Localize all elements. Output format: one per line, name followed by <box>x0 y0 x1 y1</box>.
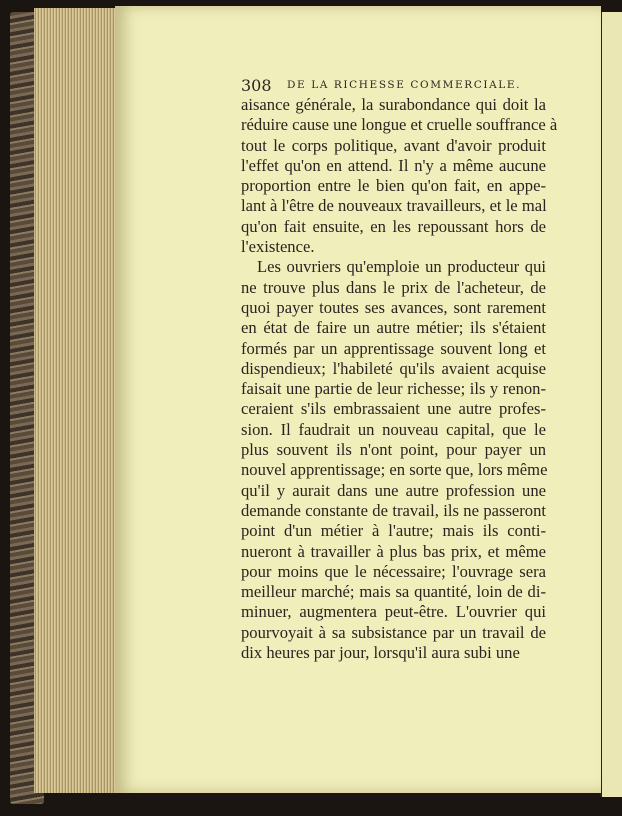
text-line: réduire cause une longue et cruelle souffrance à <box>241 115 558 135</box>
text-line: minuer, augmentera peut-être. L'ouvrier qui <box>241 602 546 622</box>
text-line: dix heures par jour, lorsqu'il aura subi une <box>241 643 520 663</box>
text-line: plus souvent ils n'ont point, pour payer un <box>241 440 546 460</box>
page-number: 308 <box>241 76 272 95</box>
text-line: nueront à travailler à plus bas prix, et même <box>241 541 546 561</box>
facing-page-edge <box>600 12 622 797</box>
text-line: ne trouve plus dans le prix de l'acheteur, de <box>241 277 546 297</box>
text-line: pourvoyait à sa subsistance par un travail de <box>241 622 546 642</box>
text-line: aisance générale, la surabondance qui doit la <box>241 95 546 114</box>
page-edges <box>34 8 118 793</box>
text-line: meilleur marché; mais sa quantité, loin de di- <box>241 582 546 602</box>
text-line: l'effet qu'on en attend. Il n'y a même aucune <box>241 155 546 175</box>
text-line: quoi payer toutes ses avances, sont rarement <box>241 297 546 317</box>
page-header <box>241 76 546 96</box>
text-line: tout le corps politique, avant d'avoir produit <box>241 135 546 155</box>
text-line: en état de faire un autre métier; ils s'étaient <box>241 318 546 338</box>
page-text <box>241 95 558 663</box>
text-line: point d'un métier à l'autre; mais ils conti- <box>241 521 546 541</box>
text-line: lant à l'être de nouveaux travailleurs, et le mal <box>241 196 547 216</box>
text-line: ceraient s'ils embrassaient une autre profes- <box>241 399 546 419</box>
running-head: DE LA RICHESSE COMMERCIALE. <box>287 79 522 91</box>
text-line: qu'on fait ensuite, en les repoussant hors de <box>241 216 546 236</box>
text-line: Les ouvriers qu'emploie un producteur qui <box>257 257 546 277</box>
text-line: formés par un apprentissage souvent long et <box>241 338 546 358</box>
text-line: dispendieux; l'habileté qu'ils avaient acquise <box>241 358 546 378</box>
text-line: proportion entre le bien qu'on fait, en appe- <box>241 176 546 196</box>
text-line: qu'il y aurait dans une autre profession une <box>241 480 546 500</box>
text-line: nouvel apprentissage; en sorte que, lors même <box>241 460 548 480</box>
text-line: sion. Il faudrait un nouveau capital, que le <box>241 419 546 439</box>
text-line: pour moins que le nécessaire; l'ouvrage sera <box>241 561 546 581</box>
text-line: l'existence. <box>241 237 315 257</box>
text-line: demande constante de travail, ils ne passeront <box>241 500 546 520</box>
text-line: faisait une partie de leur richesse; ils y renon- <box>241 379 546 399</box>
